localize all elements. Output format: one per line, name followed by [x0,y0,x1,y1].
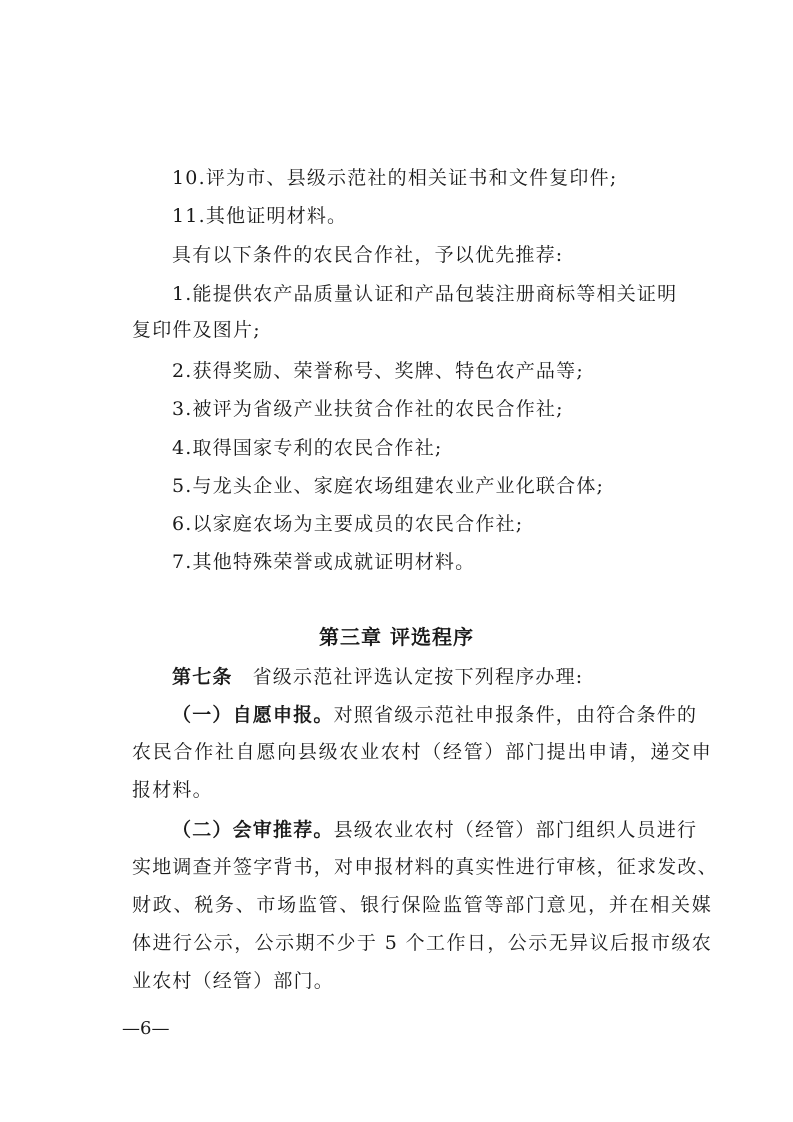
step-2-text: 县级农业农村（经管）部门组织人员进行 [333,819,698,841]
step-1-label: （一）自愿申报。 [172,704,334,726]
priority-item-1-line-1: 1.能提供农产品质量认证和产品包装注册商标等相关证明 [172,283,678,305]
step-2-line-1 [172,818,697,842]
step-2-label: （二）会审推荐。 [172,819,334,841]
step-1-text: 对照省级示范社申报条件，由符合条件的 [333,704,698,726]
article-7-text: 省级示范社评选认定按下列程序办理: [252,666,584,688]
page-number: —6— [122,1018,170,1039]
list-item-10: 10.评为市、县级示范社的相关证书和文件复印件; [172,167,618,189]
priority-item-7: 7.其他特殊荣誉或成就证明材料。 [172,551,476,573]
list-item-11: 11.其他证明材料。 [172,205,348,227]
priority-intro: 具有以下条件的农民合作社，予以优先推荐: [172,244,564,266]
priority-item-6: 6.以家庭农场为主要成员的农民合作社; [172,513,524,535]
priority-item-5: 5.与龙头企业、家庭农场组建农业产业化联合体; [172,475,605,497]
priority-item-4: 4.取得国家专利的农民合作社; [172,437,443,459]
chapter-title: 第三章 评选程序 [319,625,474,649]
priority-item-2: 2.获得奖励、荣誉称号、奖牌、特色农产品等; [172,360,584,382]
article-7 [172,665,583,689]
priority-item-3: 3.被评为省级产业扶贫合作社的农民合作社; [172,398,564,420]
step-2-line-3: 财政、税务、市场监管、银行保险监管等部门意见，并在相关媒 [132,894,712,916]
step-1-line-1 [172,703,697,727]
step-2-line-2: 实地调查并签字背书，对申报材料的真实性进行审核，征求发改、 [132,856,718,878]
step-1-line-3: 报材料。 [132,779,213,801]
priority-item-1-line-2: 复印件及图片; [132,319,261,341]
step-2-line-5: 业农村（经管）部门。 [132,970,335,992]
article-7-label: 第七条 [172,666,233,688]
step-1-line-2: 农民合作社自愿向县级农业农村（经管）部门提出申请，递交申 [132,741,712,763]
step-2-line-4: 体进行公示，公示期不少于 5 个工作日，公示无异议后报市级农 [132,932,712,954]
